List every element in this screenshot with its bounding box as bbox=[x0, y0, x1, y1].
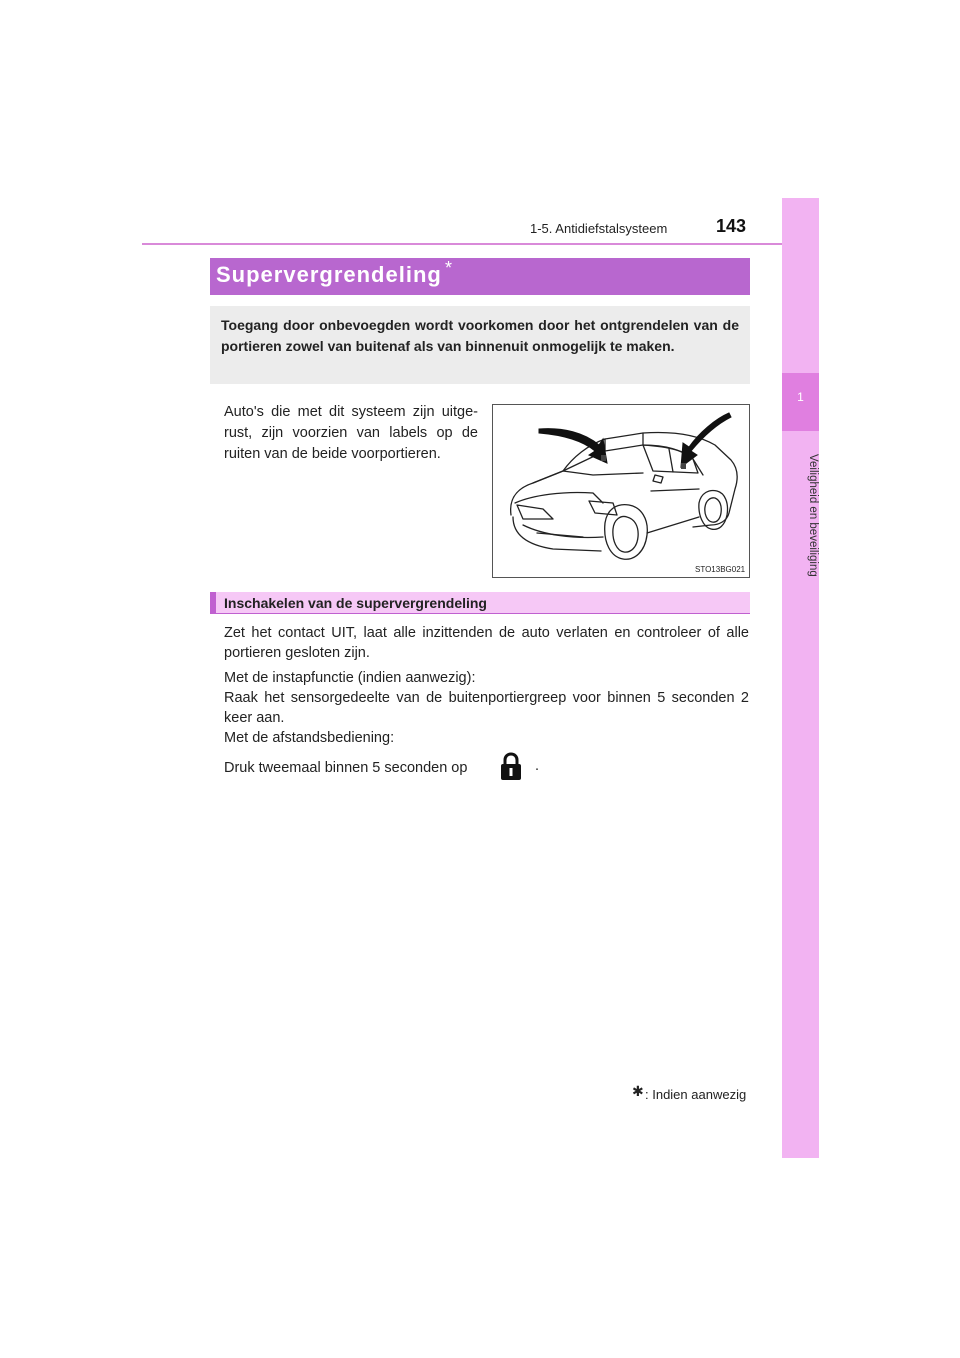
chapter-title: Veiligheid en beveiliging bbox=[807, 453, 819, 577]
padlock-icon bbox=[499, 752, 523, 782]
intro-text: Toegang door onbevoegden wordt voorkomen door het ontgrendelen van de portieren zowel van buitenaf als van binnenuit onmogelijk te maken. bbox=[221, 317, 739, 354]
car-illustration-icon bbox=[493, 405, 749, 577]
header-rule bbox=[142, 243, 819, 245]
instruction-end-period: . bbox=[535, 758, 540, 774]
subheading-text: Inschakelen van de supervergrendeling bbox=[224, 595, 487, 611]
car-illustration-figure bbox=[492, 404, 750, 578]
instruction-step-remote: Druk tweemaal binnen 5 seconden op bbox=[224, 760, 468, 776]
subheading-rule bbox=[210, 613, 750, 614]
instruction-entry-function: Met de instapfunctie (indien aanwezig): bbox=[224, 670, 476, 686]
footnote-text: : Indien aanwezig bbox=[645, 1087, 747, 1102]
subheading-accent bbox=[210, 592, 216, 614]
title-asterisk: * bbox=[445, 258, 453, 278]
chapter-side-tab bbox=[782, 198, 819, 1158]
instruction-remote: Met de afstandsbediening: bbox=[224, 730, 395, 746]
instruction-step-entry: Raak het sensorgedeelte van de buitenportiergreep voor binnen 5 seconden 2 keer aan. bbox=[224, 690, 749, 726]
chapter-number: 1 bbox=[797, 390, 804, 404]
body-paragraph: Auto's die met dit systeem zijn uitge-rust, zijn voorzien van labels op de ruiten van de beide voorportieren. bbox=[224, 404, 478, 462]
figure-code: STO13BG021 bbox=[695, 565, 746, 574]
footnote-star: ✱ bbox=[632, 1083, 644, 1099]
instruction-step-1: Zet het contact UIT, laat alle inzittenden de auto verlaten en controleer of alle portieren gesloten zijn. bbox=[224, 625, 749, 661]
page-title: Supervergrendeling bbox=[216, 262, 442, 287]
page-number: 143 bbox=[716, 216, 747, 236]
section-label: 1-5. Antidiefstalsysteem bbox=[530, 221, 668, 236]
